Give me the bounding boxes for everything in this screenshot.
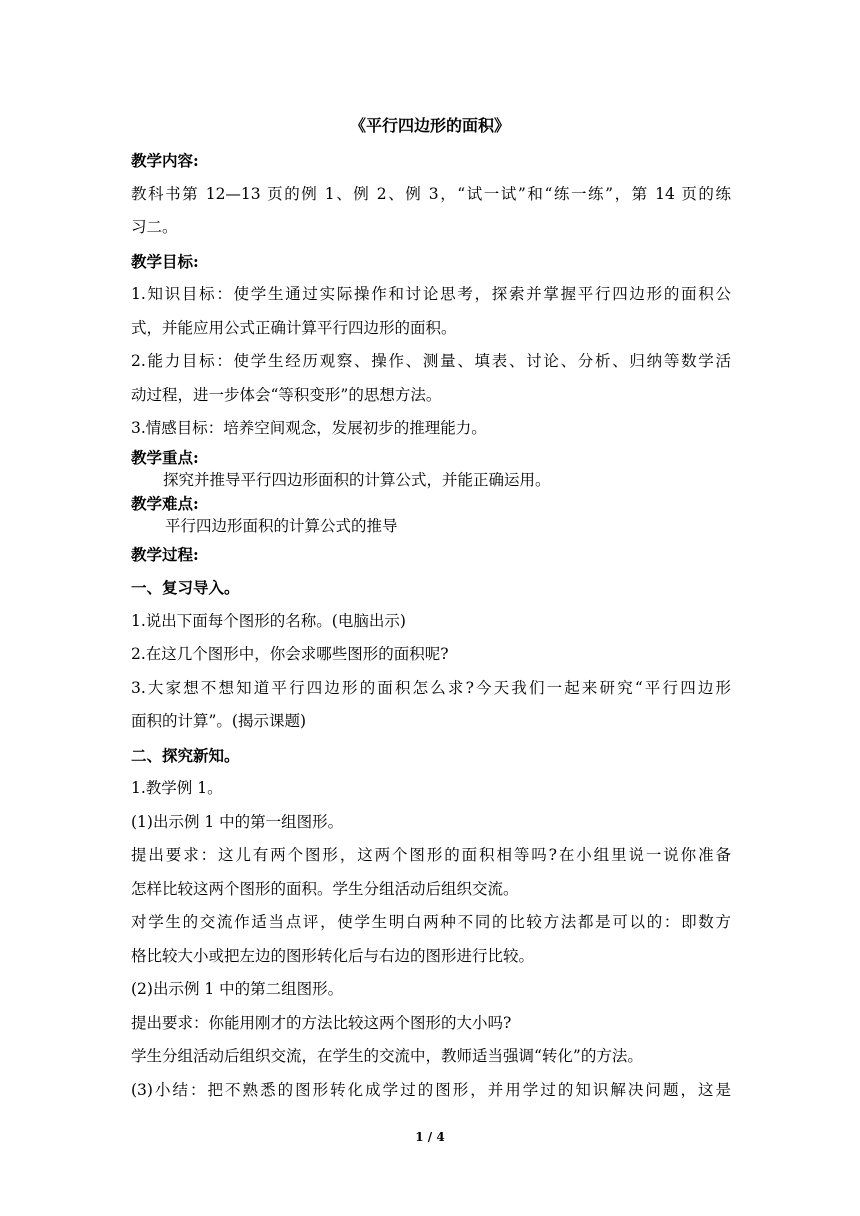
paragraph-line: 2.在这几个图形中，你会求哪些图形的面积呢?: [131, 645, 449, 663]
paragraph-line: 1.知识目标：使学生通过实际操作和讨论思考，探索并掌握平行四边形的面积公: [131, 285, 731, 303]
paragraph-line: 教科书第 12—13 页的例 1、例 2、例 3，“试一试”和“练一练”，第 14 页的练: [131, 184, 731, 203]
paragraph-line: 探究并推导平行四边形面积的计算公式，并能正确运用。: [163, 470, 551, 489]
paragraph-line: (1)出示例 1 中的第一组图形。: [131, 812, 344, 831]
paragraph-line: (2)出示例 1 中的第二组图形。: [131, 980, 344, 998]
paragraph-line: 2.能力目标：使学生经历观察、操作、测量、填表、讨论、分析、归纳等数学活: [131, 352, 731, 370]
paragraph-line: 1.教学例 1。: [131, 779, 223, 797]
paragraph-line: 习二。: [131, 218, 178, 236]
section-heading-content: 教学内容:: [131, 151, 199, 170]
paragraph-line: 格比较大小或把左边的图形转化后与右边的图形进行比较。: [131, 946, 535, 965]
paragraph-line: 怎样比较这两个图形的面积。学生分组活动后组织交流。: [131, 879, 519, 898]
paragraph-line: 动过程，进一步体会“等积变形”的思想方法。: [131, 385, 442, 404]
paragraph-line: 3.情感目标：培养空间观念，发展初步的推理能力。: [131, 419, 487, 437]
section-heading-difficulty: 教学难点:: [131, 493, 199, 513]
paragraph-line: 式，并能应用公式正确计算平行四边形的面积。: [131, 318, 457, 337]
paragraph-line: (3)小结：把不熟悉的图形转化成学过的图形，并用学过的知识解决问题，这是: [131, 1080, 731, 1099]
part-heading-explore: 二、探究新知。: [131, 745, 240, 765]
paragraph-line: 3.大家想不想知道平行四边形的面积怎么求?今天我们一起来研究“平行四边形: [131, 678, 731, 697]
paragraph-line: 平行四边形面积的计算公式的推导: [165, 516, 398, 535]
page-number: 1 / 4: [415, 1130, 445, 1144]
paragraph-line: 面积的计算”。(揭示课题): [131, 712, 307, 730]
document-title: 《平行四边形的面积》: [349, 116, 510, 135]
paragraph-line: 提出要求：这儿有两个图形，这两个图形的面积相等吗?在小组里说一说你准备: [131, 846, 731, 864]
paragraph-line: 学生分组活动后组织交流，在学生的交流中，教师适当强调“转化”的方法。: [131, 1047, 643, 1065]
paragraph-line: 1.说出下面每个图形的名称。(电脑出示): [131, 611, 406, 630]
paragraph-line: 对学生的交流作适当点评，使学生明白两种不同的比较方法都是可以的：即数方: [131, 913, 731, 931]
section-heading-key-points: 教学重点:: [131, 447, 199, 467]
section-heading-goals: 教学目标:: [131, 251, 199, 271]
section-heading-process: 教学过程:: [131, 544, 199, 564]
paragraph-line: 提出要求：你能用刚才的方法比较这两个图形的大小吗?: [131, 1013, 512, 1032]
part-heading-review: 一、复习导入。: [131, 578, 240, 597]
document-body: [131, 144, 731, 1107]
